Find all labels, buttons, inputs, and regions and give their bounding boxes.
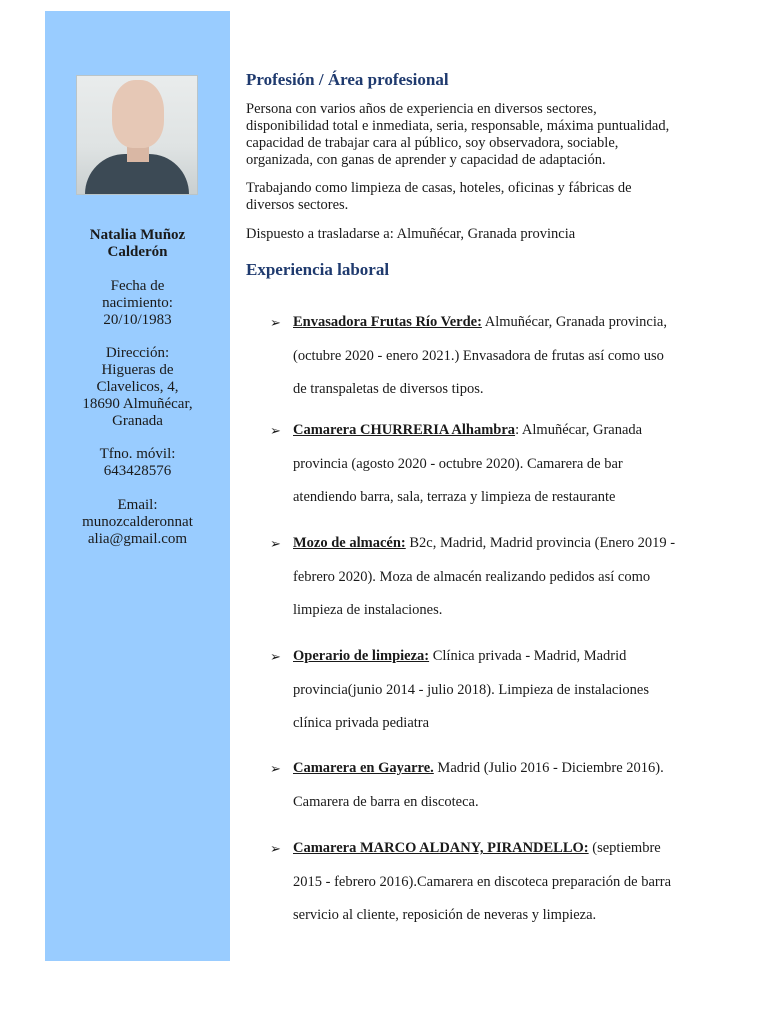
experience-title: Envasadora Frutas Río Verde: (293, 314, 482, 330)
experience-line-3: clínica privada pediatra (293, 715, 430, 731)
experience-line-2: provincia (agosto 2020 - octubre 2020). Camarera de bar (293, 455, 623, 472)
profile-paragraph-1 (246, 101, 706, 169)
experience-item (270, 306, 710, 407)
email-line-2: alia@gmail.com (87, 531, 188, 547)
experience-line-2: provincia(junio 2014 - julio 2018). Limpieza de instalaciones (293, 681, 649, 698)
profile-heading: Profesión / Área profesional (246, 70, 449, 89)
profile-p1-line-1: Persona con varios años de experiencia en diversos sectores, (246, 101, 597, 117)
profile-p2-line-1: Trabajando como limpieza de casas, hoteles, oficinas y fábricas de (246, 180, 632, 196)
experience-line-3: atendiendo barra, sala, terraza y limpieza de restaurante (293, 489, 616, 505)
experience-line-1: Madrid (Julio 2016 - Diciembre 2016). (433, 760, 664, 776)
address-label: Dirección: (105, 345, 170, 361)
bullet-arrow-icon: ➢ (270, 761, 281, 776)
experience-title: Camarera MARCO ALDANY, PIRANDELLO: (293, 840, 589, 856)
experience-line-3: servicio al cliente, reposición de neveras y limpieza. (293, 907, 597, 923)
address-line-1: Higueras de (101, 362, 174, 378)
experience-line-1: B2c, Madrid, Madrid provincia (Enero 2019 - (405, 535, 676, 551)
profile-p2-line-2: diversos sectores. (246, 197, 349, 213)
dob-label-2: nacimiento: (102, 295, 173, 311)
profile-p1-line-4: organizada, con ganas de aprender y capacidad de adaptación. (246, 152, 606, 168)
profile-p1-line-2: disponibilidad total e inmediata, seria, responsable, máxima puntualidad, (246, 118, 670, 134)
bullet-arrow-icon: ➢ (270, 423, 281, 438)
photo-head (112, 80, 164, 148)
phone-label: Tfno. móvil: (99, 446, 176, 462)
experience-line-2: febrero 2020). Moza de almacén realizando pedidos así como (293, 568, 651, 585)
email-label: Email: (117, 497, 158, 513)
experience-title: Camarera en Gayarre. (293, 760, 434, 776)
experience-item (270, 527, 710, 628)
bullet-arrow-icon: ➢ (270, 536, 281, 551)
bullet-arrow-icon: ➢ (270, 841, 281, 856)
bullet-arrow-icon: ➢ (270, 315, 281, 330)
address-line-3: 18690 Almuñécar, (82, 396, 193, 412)
profile-paragraph-2 (246, 180, 706, 214)
relocation-text: Dispuesto a trasladarse a: Almuñécar, Granada provincia (246, 226, 576, 242)
experience-title: Mozo de almacén: (293, 535, 406, 551)
experience-line-2: (octubre 2020 - enero 2021.) Envasadora de frutas así como uso (293, 347, 664, 364)
experience-line-1: : Almuñécar, Granada (515, 422, 643, 438)
experience-item (270, 414, 710, 515)
experience-line-2: 2015 - febrero 2016).Camarera en discoteca preparación de barra (293, 873, 672, 890)
name-line-2: Calderón (107, 244, 168, 260)
experience-item (270, 640, 710, 741)
profile-photo (76, 75, 198, 195)
experience-title: Operario de limpieza: (293, 648, 430, 664)
experience-line-3: limpieza de instalaciones. (293, 602, 443, 618)
email-line-1: munozcalderonnat (82, 514, 193, 530)
address-line-2: Clavelicos, 4, (96, 379, 179, 395)
profile-p1-line-3: capacidad de trabajar cara al público, soy observadora, sociable, (246, 135, 619, 151)
dob-label-1: Fecha de (110, 278, 165, 294)
experience-line-2: Camarera de barra en discoteca. (293, 793, 479, 810)
experience-title: Camarera CHURRERIA Alhambra (293, 422, 516, 438)
experience-line-1: Almuñécar, Granada provincia, (481, 314, 667, 330)
address-line-4: Granada (112, 413, 163, 429)
experience-line-1: Clínica privada - Madrid, Madrid (429, 648, 627, 664)
experience-line-3: de transpaletas de diversos tipos. (293, 381, 484, 397)
experience-item (270, 752, 710, 819)
phone-value: 643428576 (103, 463, 172, 479)
experience-item (270, 832, 710, 933)
dob-value: 20/10/1983 (103, 312, 172, 328)
bullet-arrow-icon: ➢ (270, 649, 281, 664)
experience-line-1: (septiembre (588, 840, 661, 856)
name-line-1: Natalia Muñoz (89, 227, 186, 243)
experience-heading: Experiencia laboral (246, 260, 390, 279)
